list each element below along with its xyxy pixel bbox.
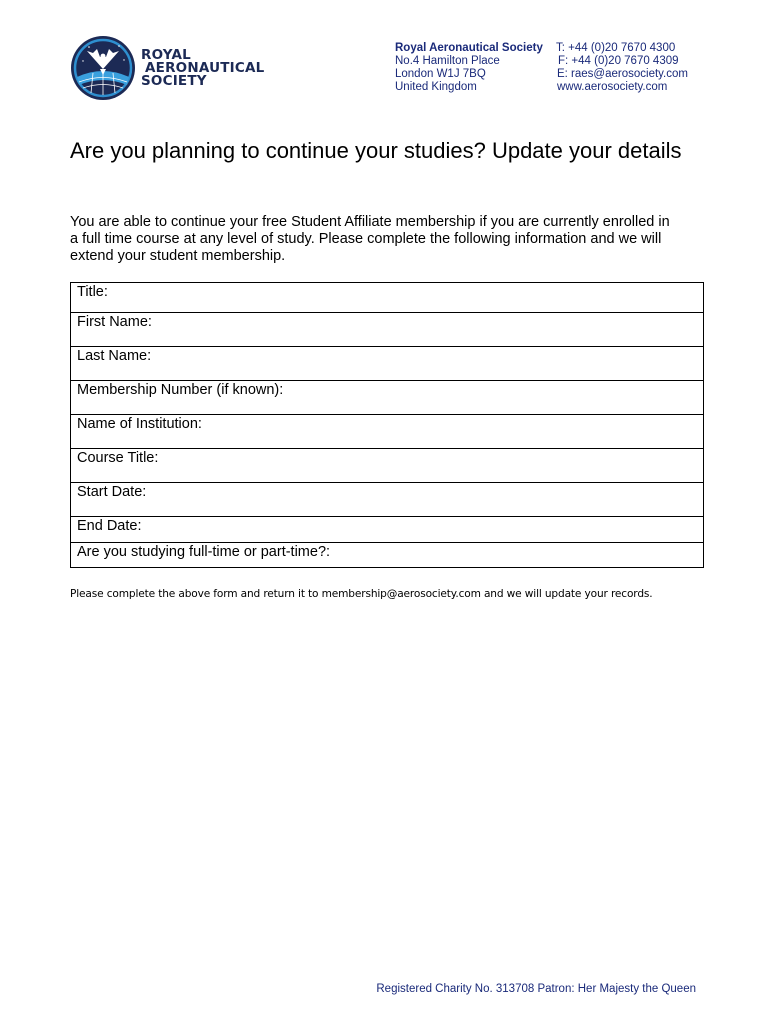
phone-number: T: +44 (0)20 7670 4300 <box>556 42 676 54</box>
contact-address <box>395 42 543 94</box>
form-field-course-title[interactable] <box>71 449 703 483</box>
field-label: Name of Institution: <box>77 416 202 432</box>
return-instructions: Please complete the above form and return it to membership@aerosociety.com and we will update your records. <box>70 588 653 600</box>
society-logo <box>69 35 269 101</box>
logo-line: ROYAL <box>141 47 191 63</box>
email-address[interactable]: E: raes@aerosociety.com <box>557 68 688 80</box>
form-field-end-date[interactable] <box>71 517 703 543</box>
address-line: London W1J 7BQ <box>395 68 486 80</box>
form-field-title[interactable] <box>71 283 703 313</box>
form-field-institution[interactable] <box>71 415 703 449</box>
field-label: Membership Number (if known): <box>77 382 284 398</box>
form-field-start-date[interactable] <box>71 483 703 517</box>
address-line: No.4 Hamilton Place <box>395 55 500 67</box>
field-label: Course Title: <box>77 450 159 466</box>
details-form <box>70 282 704 568</box>
contact-details <box>556 42 688 94</box>
form-field-membership-number[interactable] <box>71 381 703 415</box>
field-label: Are you studying full-time or part-time?: <box>77 544 331 560</box>
website-link[interactable]: www.aerosociety.com <box>557 81 668 93</box>
field-label: End Date: <box>77 518 142 534</box>
intro-text: You are able to continue your free Student Affiliate membership if you are currently enrolled in a full time course at any level of study. Please complete the following information and we will extend your student membership. <box>70 214 670 264</box>
logo-wordmark <box>141 49 264 88</box>
form-field-first-name[interactable] <box>71 313 703 347</box>
eagle-globe-icon <box>69 35 137 101</box>
logo-line: SOCIETY <box>141 73 207 89</box>
org-name: Royal Aeronautical Society <box>395 42 543 54</box>
fax-number: F: +44 (0)20 7670 4309 <box>558 55 679 67</box>
field-label: Last Name: <box>77 348 152 364</box>
field-label: Start Date: <box>77 484 147 500</box>
address-line: United Kingdom <box>395 81 477 93</box>
footer-charity-text: Registered Charity No. 313708 Patron: Her Majesty the Queen <box>376 983 696 995</box>
logo-line: AERONAUTICAL <box>145 60 265 76</box>
field-label: First Name: <box>77 314 152 330</box>
page-title: Are you planning to continue your studies? Update your details <box>70 138 682 163</box>
field-label: Title: <box>77 284 108 300</box>
form-field-study-mode[interactable] <box>71 543 703 567</box>
form-field-last-name[interactable] <box>71 347 703 381</box>
